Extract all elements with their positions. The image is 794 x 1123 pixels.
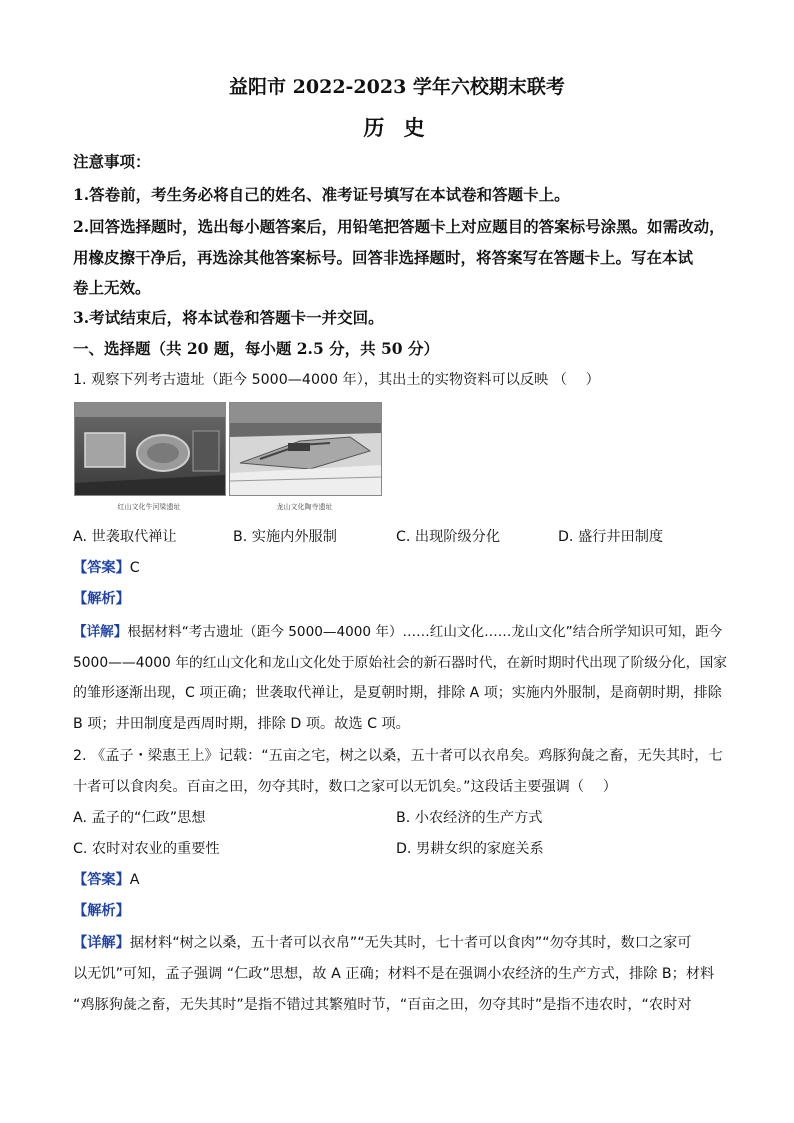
q1-answer-label: 【答案】 — [73, 560, 130, 576]
q1-detail-line-2: 5000——4000 年的红山文化和龙山文化处于原始社会的新石器时代，在新时期时代出现了阶级分化，国家 — [73, 655, 728, 671]
q1-option-c: C. 出现阶级分化 — [396, 529, 501, 545]
subject-title: 历 史 — [363, 115, 431, 140]
q2-detail-text-1: 据材料“树之以桑，五十者可以衣帛”“无失其时，七十者可以食肉”“勿夺其时，数口之家可 — [129, 935, 692, 951]
q1-analysis-label: 【解析】 — [73, 591, 130, 607]
q2-detail-line-1 — [73, 932, 728, 952]
q1-option-a: A. 世袭取代禅让 — [73, 529, 177, 545]
q1-detail-line-3: 的雏形逐渐出现，C 项正确；世袭取代禅让，是夏朝时期，排除 A 项；实施内外服制，是商朝时期，排除 — [73, 685, 722, 701]
note-2-line-1: 2.回答选择题时，选出每小题答案后，用铅笔把答题卡上对应题目的答案标号涂黑。如需改动， — [73, 217, 725, 236]
q2-stem-line-1: 2. 《孟子・梁惠王上》记载：“五亩之宅，树之以桑，五十者可以衣帛矣。鸡豚狗彘之畜，无失其时，七 — [73, 748, 723, 764]
q1-detail-line-4: B 项；井田制度是西周时期，排除 D 项。故选 C 项。 — [73, 716, 410, 732]
q2-option-c: C. 农时对农业的重要性 — [73, 841, 220, 857]
q2-analysis-label: 【解析】 — [73, 903, 130, 919]
q1-answer-value: C — [129, 560, 140, 576]
q2-option-d: D. 男耕女织的家庭关系 — [396, 841, 544, 857]
notes-heading: 注意事项： — [73, 152, 151, 171]
hongshan-site-photo — [74, 402, 226, 496]
q2-detail-line-2: 以无饥”可知，孟子强调 “仁政”思想，故 A 正确；材料不是在强调小农经济的生产方式，排除 B；材料 — [73, 966, 715, 982]
hongshan-site-caption: 红山文化牛河梁遗址 — [117, 503, 181, 511]
note-2-line-2: 用橡皮擦干净后，再选涂其他答案标号。回答非选择题时，将答案写在答题卡上。写在本试 — [73, 248, 694, 267]
q2-answer-value: A — [129, 872, 140, 888]
q2-detail-label: 【详解】 — [73, 935, 130, 951]
taosi-site-photo — [229, 402, 382, 496]
q2-answer — [73, 869, 728, 889]
section-heading: 一、选择题（共 20 题，每小题 2.5 分，共 50 分） — [73, 339, 439, 358]
q1-option-b: B. 实施内外服制 — [233, 529, 337, 545]
exam-title: 益阳市 2022-2023 学年六校期末联考 — [229, 76, 565, 98]
q2-detail-line-3: “鸡豚狗彘之畜，无失其时”是指不错过其繁殖时节，“百亩之田，勿夺其时”是指不违农时，“农时对 — [73, 997, 692, 1013]
note-3: 3.考试结束后，将本试卷和答题卡一并交回。 — [73, 308, 384, 327]
q2-answer-label: 【答案】 — [73, 872, 130, 888]
q2-option-a: A. 孟子的“仁政”思想 — [73, 810, 206, 826]
q1-option-d: D. 盛行井田制度 — [558, 529, 664, 545]
q1-detail-text-1: 根据材料“考古遗址（距今 5000—4000 年）……红山文化……龙山文化”结合所学知识可知，距今 — [127, 624, 723, 640]
q1-answer — [73, 557, 728, 577]
q1-detail-label: 【详解】 — [73, 624, 128, 640]
note-1: 1.答卷前，考生务必将自己的姓名、准考证号填写在本试卷和答题卡上。 — [73, 185, 570, 204]
taosi-site-caption: 龙山文化陶寺遗址 — [276, 503, 333, 511]
note-2-line-3: 卷上无效。 — [73, 278, 151, 297]
q2-stem-line-2: 十者可以食肉矣。百亩之田，勿夺其时，数口之家可以无饥矣。”这段话主要强调（ ） — [73, 779, 617, 795]
q1-stem: 1. 观察下列考古遗址（距今 5000—4000 年），其出土的实物资料可以反映 （ ） — [73, 372, 600, 388]
q1-detail-line-1 — [73, 620, 728, 640]
q2-option-b: B. 小农经济的生产方式 — [396, 810, 543, 826]
